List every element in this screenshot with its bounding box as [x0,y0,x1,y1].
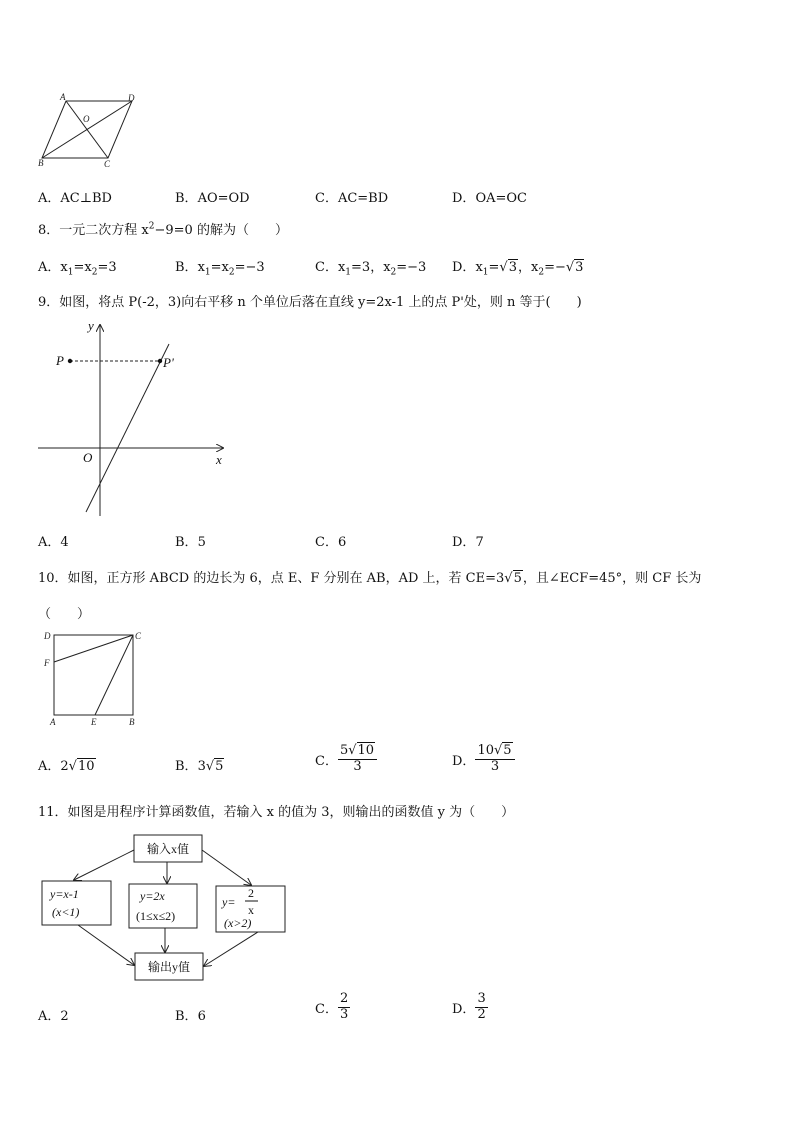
q9-option-c[interactable]: C．6 [315,535,347,550]
q7-option-a[interactable] [38,187,112,206]
label-a: A [50,717,56,727]
branch1-formula: y=x-1 [50,887,79,901]
q7-option-c[interactable] [315,187,388,206]
branch3-formula: y= [222,895,236,909]
label-f: F [44,658,50,668]
q8-stem: 8．一元二次方程 $x^2-9=0$ 的解为（ ） [38,221,288,238]
output-text: 输出y值 [147,960,191,974]
q7-option-b[interactable] [175,187,250,206]
parallelogram-figure [36,90,146,170]
q11-option-a[interactable]: A．2 [38,1009,69,1024]
label-a: A [60,92,66,102]
q8-option-b[interactable]: B．$x_1=x_2=-3$ [175,260,265,278]
q11-option-d[interactable]: D． $\frac{3}{2}$ [452,991,486,1022]
x-axis-label: x [216,452,222,467]
branch2-formula: y=2x [140,889,165,903]
input-text: 输入x值 [146,842,190,856]
label-e: E [91,717,97,727]
option-text: AC⊥BD [60,191,112,206]
option-text: AO=OD [197,191,250,206]
branch1-condition: (x<1) [52,905,80,919]
q10-option-a[interactable]: A．2√10 [38,759,95,774]
coordinate-figure [36,316,236,521]
q8-option-c[interactable]: C．$x_1=3$，$x_2=-3$ [315,260,427,278]
q10-option-b[interactable]: B．3√5 [175,759,224,774]
option-text: OA=OC [475,191,527,206]
option-label: C． [315,191,338,206]
q9-option-a[interactable]: A．4 [38,535,69,550]
q9-option-d[interactable]: D．7 [452,535,484,550]
option-label: A． [38,191,61,206]
option-text: AC=BD [337,191,389,206]
q10-option-d[interactable]: D． $\frac{10√5}{3}$ [452,744,515,775]
label-o: O [83,114,90,124]
y-axis-label: y [88,318,94,333]
point-p-prime [158,359,162,363]
q8-option-a[interactable]: A．$x_1=x_2=3$ [38,260,117,278]
q10-stem: 10．如图，正方形 ABCD 的边长为 6，点 E、F 分别在 AB，AD 上，若 CE=3√5，且∠ECF=45°，则 CF 长为 [38,571,702,586]
branch3-denominator: x [248,903,254,917]
branch3-numerator: 2 [248,886,254,900]
branch2-condition: (1≤x≤2) [136,909,176,923]
q11-option-c[interactable]: C． $\frac{2}{3}$ [315,991,349,1022]
origin-label: O [83,450,93,465]
q10-paren: （ ） [38,607,91,622]
q8-option-d[interactable]: D．$x_1=√3$，$x_2=-√3$ [452,260,584,278]
option-label: B． [175,191,198,206]
label-d: D [128,93,135,103]
option-label: D． [452,191,476,206]
p-prime-label: P' [163,355,174,370]
q11-option-b[interactable]: B．6 [175,1009,206,1024]
label-b: B [38,158,44,168]
p-label: P [56,353,64,368]
label-d: D [44,631,51,641]
label-b: B [129,717,135,727]
branch3-condition: (x>2) [224,916,252,930]
q9-stem: 9．如图，将点 P(-2，3)向右平移 n 个单位后落在直线 y=2x-1 上的点 P'处，则 n 等于( ) [38,295,582,310]
square-figure [40,628,150,730]
point-p [68,359,72,363]
q10-option-c[interactable]: C． $\frac{5√10}{3}$ [315,744,377,775]
q11-stem: 11．如图是用程序计算函数值，若输入 x 的值为 3，则输出的函数值 y 为（ ） [38,805,515,820]
label-c: C [135,631,142,641]
label-c: C [104,159,111,169]
q7-option-d[interactable] [452,187,527,206]
q9-option-b[interactable]: B．5 [175,535,206,550]
flowchart-figure [36,830,296,985]
